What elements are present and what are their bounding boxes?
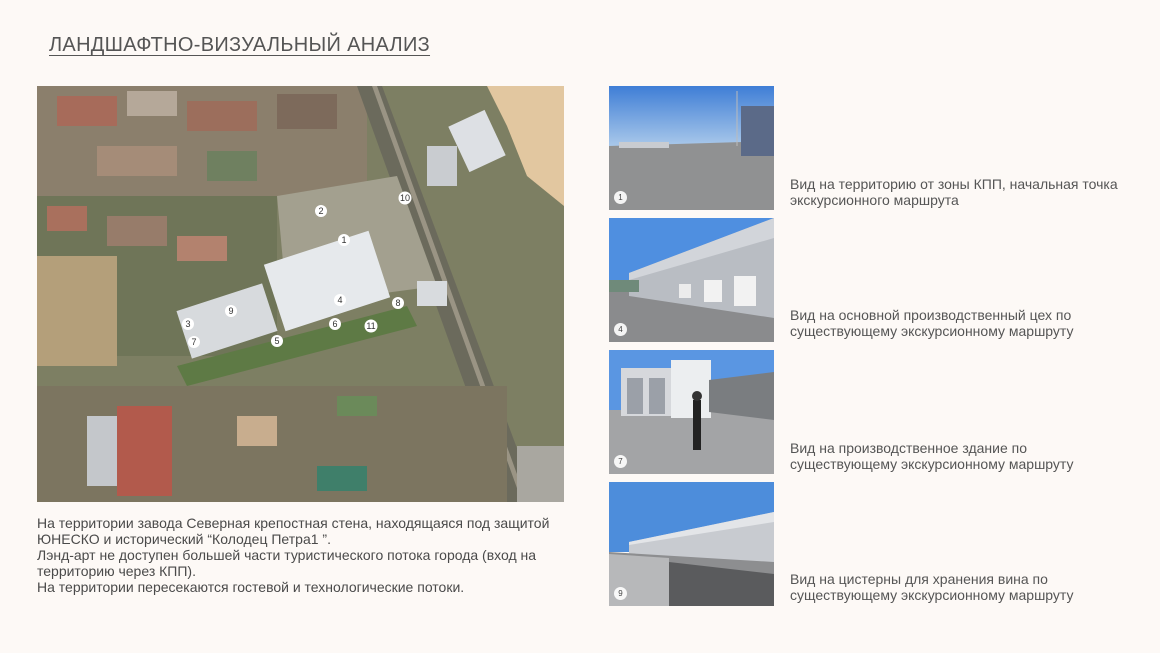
map-marker-4 [334, 294, 346, 306]
page-title: ЛАНДШАФТНО-ВИЗУАЛЬНЫЙ АНАЛИЗ [49, 34, 431, 56]
map-marker-6 [329, 318, 341, 330]
map-marker-1 [338, 234, 350, 246]
map-marker-5 [271, 335, 283, 347]
aerial-map [37, 86, 564, 502]
description-line-3: На территории пересекаются гостевой и технологические потоки. [37, 579, 465, 595]
svg-text:7: 7 [191, 337, 197, 347]
svg-text:8: 8 [395, 298, 401, 308]
photo-number-badge: 1 [614, 191, 627, 204]
photo-production-building [609, 350, 774, 474]
svg-text:9: 9 [228, 306, 234, 316]
photo-caption: Вид на цистерны для хранения вина по существующему экскурсионному маршруту [790, 571, 1074, 603]
photo-number-badge: 9 [614, 587, 627, 600]
photo-checkpoint-view [609, 86, 774, 210]
description [37, 515, 577, 595]
svg-text:1: 1 [341, 235, 347, 245]
photo-number-badge: 4 [614, 323, 627, 336]
map-marker-8 [392, 297, 404, 309]
map-marker-9 [225, 305, 237, 317]
photo-caption: Вид на производственное здание по существующему экскурсионному маршруту [790, 440, 1074, 472]
map-marker-2 [315, 205, 327, 217]
map-marker-7 [188, 336, 200, 348]
svg-text:11: 11 [366, 321, 376, 331]
photo-wine-tanks [609, 482, 774, 606]
map-marker-11 [365, 320, 378, 333]
svg-text:6: 6 [332, 319, 338, 329]
svg-text:2: 2 [318, 206, 324, 216]
map-marker-3 [182, 318, 194, 330]
photo-number-badge: 7 [614, 455, 627, 468]
photo-caption: Вид на территорию от зоны КПП, начальная точка экскурсионного маршрута [790, 176, 1118, 208]
photo-caption: Вид на основной производственный цех по существующему экскурсионному маршруту [790, 307, 1074, 339]
map-marker-10 [399, 192, 412, 205]
photo-main-workshop [609, 218, 774, 342]
description-line-1: На территории завода Северная крепостная стена, находящаяся под защитой ЮНЕСКО и исторический “Колодец Петра1 ”. [37, 515, 550, 547]
svg-text:3: 3 [185, 319, 191, 329]
description-line-2: Лэнд-арт не доступен большей части туристического потока города (вход на территорию через КПП). [37, 547, 537, 579]
svg-text:5: 5 [274, 336, 280, 346]
svg-text:4: 4 [337, 295, 343, 305]
svg-text:10: 10 [399, 193, 411, 203]
